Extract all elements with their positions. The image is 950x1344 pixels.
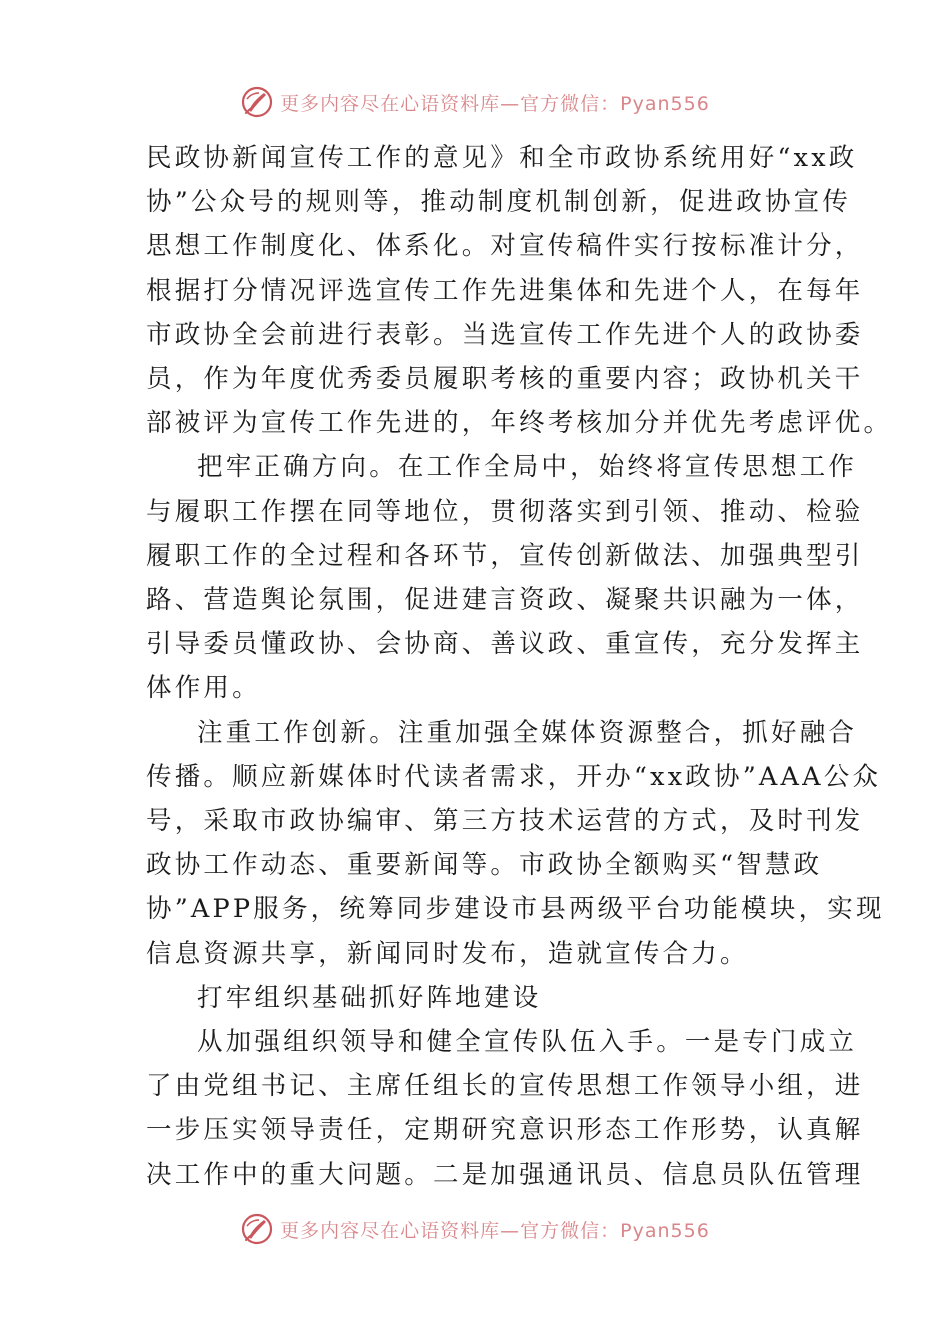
pen-logo-icon [240,85,274,119]
text-line: 决工作中的重大问题。二是加强通讯员、信息员队伍管理 [146,1159,864,1190]
text-line: 部被评为宣传工作先进的，年终考核加分并优先考虑评优。 [146,408,893,439]
body-paragraph [146,711,885,976]
body-paragraph [146,445,864,710]
text-line: 路、营造舆论氛围，促进建言资政、凝聚共识融为一体， [146,585,864,616]
text-line: 一步压实领导责任，定期研究意识形态工作形势，认真解 [146,1115,864,1146]
text-line: 根据打分情况评选宣传工作先进集体和先进个人，在每年 [146,275,864,306]
text-line: 协”公众号的规则等，推动制度机制创新，促进政协宣传 [146,187,852,218]
text-line: 与履职工作摆在同等地位，贯彻落实到引领、推动、检验 [146,496,864,527]
text-line: 履职工作的全过程和各环节，宣传创新做法、加强典型引 [146,540,864,571]
body-paragraph [146,136,893,445]
text-line: 民政协新闻宣传工作的意见》和全市政协系统用好“xx政 [146,143,858,173]
header-watermark [0,82,950,122]
watermark-text: 更多内容尽在心语资料库—官方微信：Pyan556 [280,1219,710,1242]
text-line: 了由党组书记、主席任组长的宣传思想工作领导小组，进 [146,1071,864,1102]
body-paragraph [146,976,810,1020]
text-line: 把牢正确方向。在工作全局中，始终将宣传思想工作 [197,452,858,483]
text-line: 员，作为年度优秀委员履职考核的重要内容；政协机关干 [146,364,864,395]
document-body [146,136,893,1197]
text-line: 信息资源共享，新闻同时发布，造就宣传合力。 [146,938,749,969]
footer-watermark [0,1209,950,1249]
body-paragraph [146,1020,864,1197]
text-line: 从加强组织领导和健全宣传队伍入手。一是专门成立 [197,1027,858,1058]
text-line: 注重工作创新。注重加强全媒体资源整合，抓好融合 [197,717,858,748]
text-line: 协”APP服务，统筹同步建设市县两级平台功能模块，实现 [146,894,885,925]
text-line: 思想工作制度化、体系化。对宣传稿件实行按标准计分， [146,231,864,262]
text-line: 号，采取市政协编审、第三方技术运营的方式，及时刊发 [146,806,864,837]
text-line: 引导委员懂政协、会协商、善议政、重宣传，充分发挥主 [146,629,864,660]
text-line: 政协工作动态、重要新闻等。市政协全额购买“智慧政 [146,850,823,881]
text-line: 市政协全会前进行表彰。当选宣传工作先进个人的政协委 [146,319,864,350]
pen-logo-icon [240,1212,274,1246]
text-line: 体作用。 [146,673,261,704]
watermark-text: 更多内容尽在心语资料库—官方微信：Pyan556 [280,92,710,115]
text-line: 传播。顺应新媒体时代读者需求，开办“xx政协”AAA公众 [146,761,882,792]
text-line: 打牢组织基础抓好阵地建设 [197,982,542,1013]
